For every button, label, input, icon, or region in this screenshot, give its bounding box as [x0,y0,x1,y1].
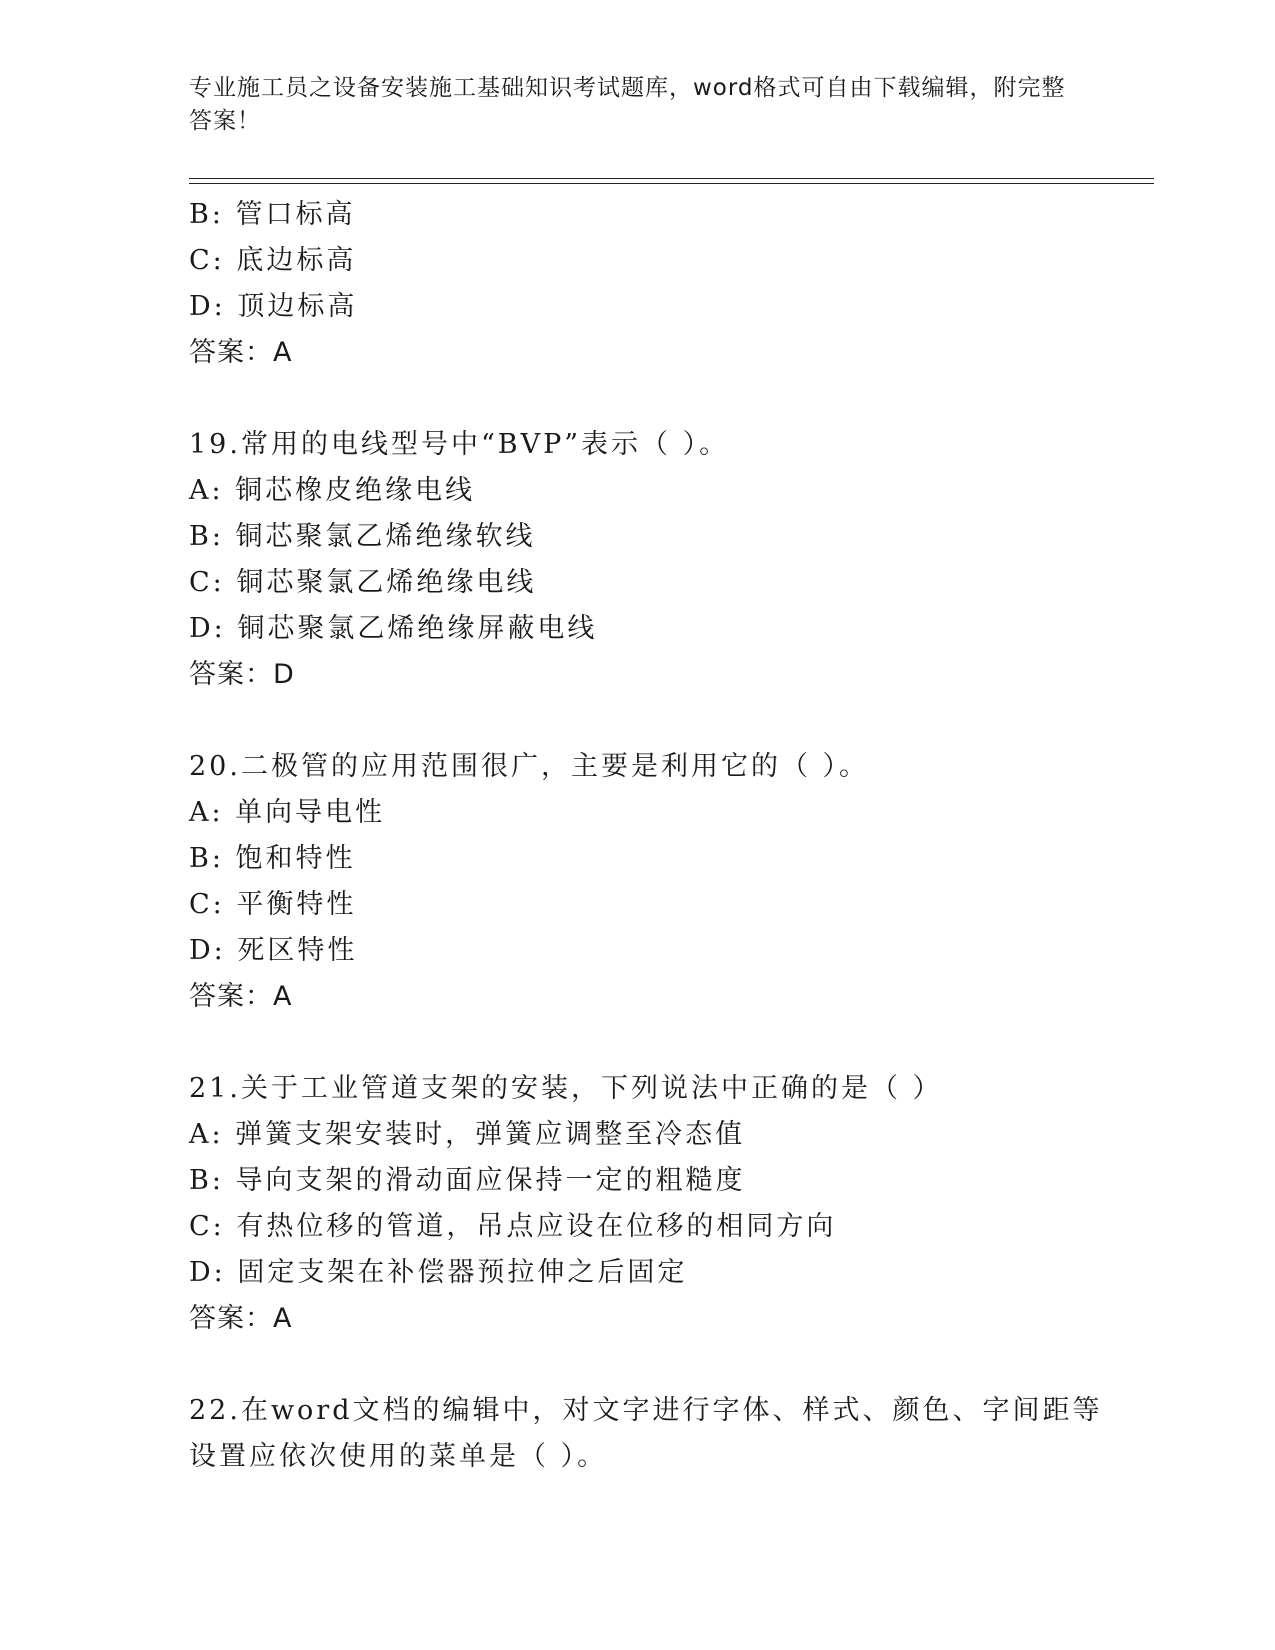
option-d: D: 顶边标高 [189,291,358,322]
question-stem-line-1: 22.在word文档的编辑中，对文字进行字体、样式、颜色、字间距等 [189,1395,1103,1426]
option-b: B: 铜芯聚氯乙烯绝缘软线 [189,521,536,552]
header-rule-bottom [189,183,1154,184]
option-a: A: 铜芯橡皮绝缘电线 [189,475,476,506]
question-stem: 21.关于工业管道支架的安装，下列说法中正确的是（ ） [189,1073,943,1104]
option-a: A: 单向导电性 [189,797,386,828]
option-d: D: 死区特性 [189,935,358,966]
question-stem-line-2: 设置应依次使用的菜单是（ ）。 [189,1441,608,1472]
option-b: B: 饱和特性 [189,843,356,874]
header-rule-top [189,178,1154,179]
answer: 答案：A [189,337,293,368]
question-stem: 19.常用的电线型号中“BVP”表示（ ）。 [189,429,730,460]
option-c: C: 底边标高 [189,245,357,276]
option-c: C: 平衡特性 [189,889,357,920]
answer: 答案：D [189,659,295,690]
document-header: 专业施工员之设备安装施工基础知识考试题库，word格式可自由下载编辑，附完整答案！ [189,75,1066,134]
option-d: D: 铜芯聚氯乙烯绝缘屏蔽电线 [189,613,598,644]
question-list [189,192,1103,1480]
question-21 [189,1066,1089,1342]
option-d: D: 固定支架在补偿器预拉伸之后固定 [189,1257,688,1288]
question-19 [189,422,1089,698]
question-18-carryover [189,192,1089,376]
question-stem: 20.二极管的应用范围很广，主要是利用它的（ ）。 [189,751,870,782]
option-c: C: 有热位移的管道，吊点应设在位移的相同方向 [189,1211,837,1242]
answer: 答案：A [189,1303,293,1334]
option-a: A: 弹簧支架安装时，弹簧应调整至冷态值 [189,1119,746,1150]
answer: 答案：A [189,981,293,1012]
option-b: B: 管口标高 [189,199,356,230]
option-b: B: 导向支架的滑动面应保持一定的粗糙度 [189,1165,746,1196]
question-22 [189,1388,1103,1480]
question-20 [189,744,1089,1020]
option-c: C: 铜芯聚氯乙烯绝缘电线 [189,567,537,598]
